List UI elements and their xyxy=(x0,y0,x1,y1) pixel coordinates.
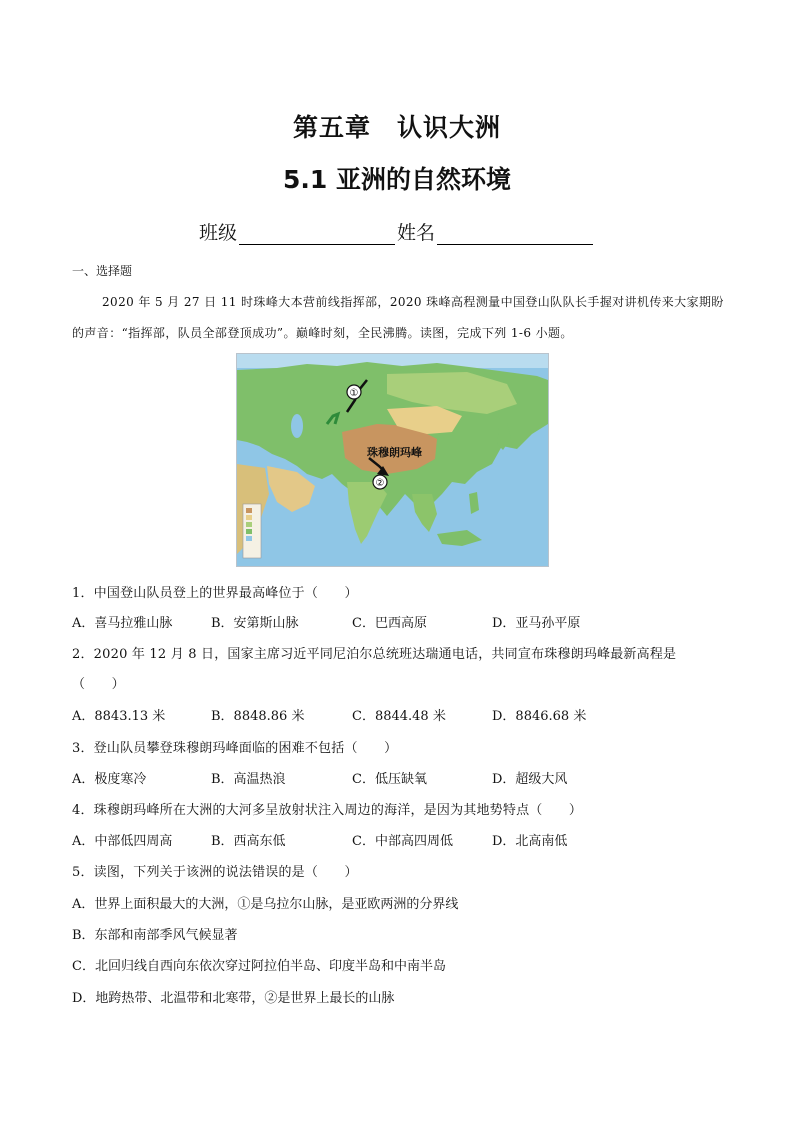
intro-paragraph: 2020 年 5 月 27 日 11 时珠峰大本营前线指挥部，2020 珠峰高程测量中国登山队队长手握对讲机传来大家期盼的声音：“指挥部，队员全部登顶成功”。巅峰时刻，全民沸腾。读图，完成下列 1-6 小题。 xyxy=(72,295,724,340)
q3-option-d[interactable]: D．超级大风 xyxy=(492,772,568,787)
legend-swatch-5 xyxy=(246,536,252,541)
q5-option-b[interactable]: B．东部和南部季风气候显著 xyxy=(72,928,238,943)
section-title: 5.1 亚洲的自然环境 xyxy=(283,165,511,194)
q1-option-d[interactable]: D．亚马孙平原 xyxy=(492,616,581,631)
q1-option-a[interactable]: A．喜马拉雅山脉 xyxy=(72,616,173,631)
chapter-title: 第五章 认识大洲 xyxy=(292,113,501,142)
q5-option-c[interactable]: C．北回归线自西向东依次穿过阿拉伯半岛、印度半岛和中南半岛 xyxy=(72,959,446,974)
name-label: 姓名 xyxy=(397,222,436,244)
q1-option-b[interactable]: B．安第斯山脉 xyxy=(211,616,299,631)
asia-map-graphic xyxy=(237,354,548,566)
question-2-stem-cont: （ ） xyxy=(72,677,125,692)
legend-swatch-2 xyxy=(246,515,252,520)
legend-swatch-4 xyxy=(246,529,252,534)
legend-swatch-3 xyxy=(246,522,252,527)
caspian-sea xyxy=(291,414,303,438)
marker-2: ② xyxy=(375,478,385,489)
question-4-stem: 4．珠穆朗玛峰所在大洲的大河多呈放射状注入周边的海洋，是因为其地势特点（ ） xyxy=(72,803,583,818)
q4-option-c[interactable]: C．中部高四周低 xyxy=(352,834,453,849)
question-3-stem: 3．登山队员攀登珠穆朗玛峰面临的困难不包括（ ） xyxy=(72,741,398,756)
section-heading: 一、选择题 xyxy=(72,264,133,278)
asia-map xyxy=(236,353,549,567)
q2-option-c[interactable]: C．8844.48 米 xyxy=(352,709,446,724)
question-5-stem: 5．读图，下列关于该洲的说法错误的是（ ） xyxy=(72,865,358,880)
q2-option-d[interactable]: D．8846.68 米 xyxy=(492,709,587,724)
q3-option-a[interactable]: A．极度寒冷 xyxy=(72,772,147,787)
legend-swatch-1 xyxy=(246,508,252,513)
question-2-stem: 2．2020 年 12 月 8 日，国家主席习近平同尼泊尔总统班达瑞通电话，共同宣布珠穆朗玛峰最新高程是 xyxy=(72,647,677,662)
name-blank[interactable] xyxy=(437,224,593,245)
q2-option-b[interactable]: B．8848.86 米 xyxy=(211,709,305,724)
q4-option-a[interactable]: A．中部低四周高 xyxy=(72,834,173,849)
class-blank[interactable] xyxy=(239,224,395,245)
marker-1: ① xyxy=(349,388,359,399)
q3-option-c[interactable]: C．低压缺氧 xyxy=(352,772,427,787)
q2-option-a[interactable]: A．8843.13 米 xyxy=(72,709,166,724)
everest-label: 珠穆朗玛峰 xyxy=(367,446,422,459)
q4-option-b[interactable]: B．西高东低 xyxy=(211,834,286,849)
q5-option-a[interactable]: A．世界上面积最大的大洲，①是乌拉尔山脉，是亚欧两洲的分界线 xyxy=(72,897,459,912)
class-name-line xyxy=(0,218,794,245)
question-1-stem: 1．中国登山队员登上的世界最高峰位于（ ） xyxy=(72,586,358,601)
q3-option-b[interactable]: B．高温热浪 xyxy=(211,772,286,787)
q1-option-c[interactable]: C．巴西高原 xyxy=(352,616,427,631)
q5-option-d[interactable]: D．地跨热带、北温带和北寒带，②是世界上最长的山脉 xyxy=(72,991,395,1006)
class-label: 班级 xyxy=(198,222,237,244)
q4-option-d[interactable]: D．北高南低 xyxy=(492,834,568,849)
